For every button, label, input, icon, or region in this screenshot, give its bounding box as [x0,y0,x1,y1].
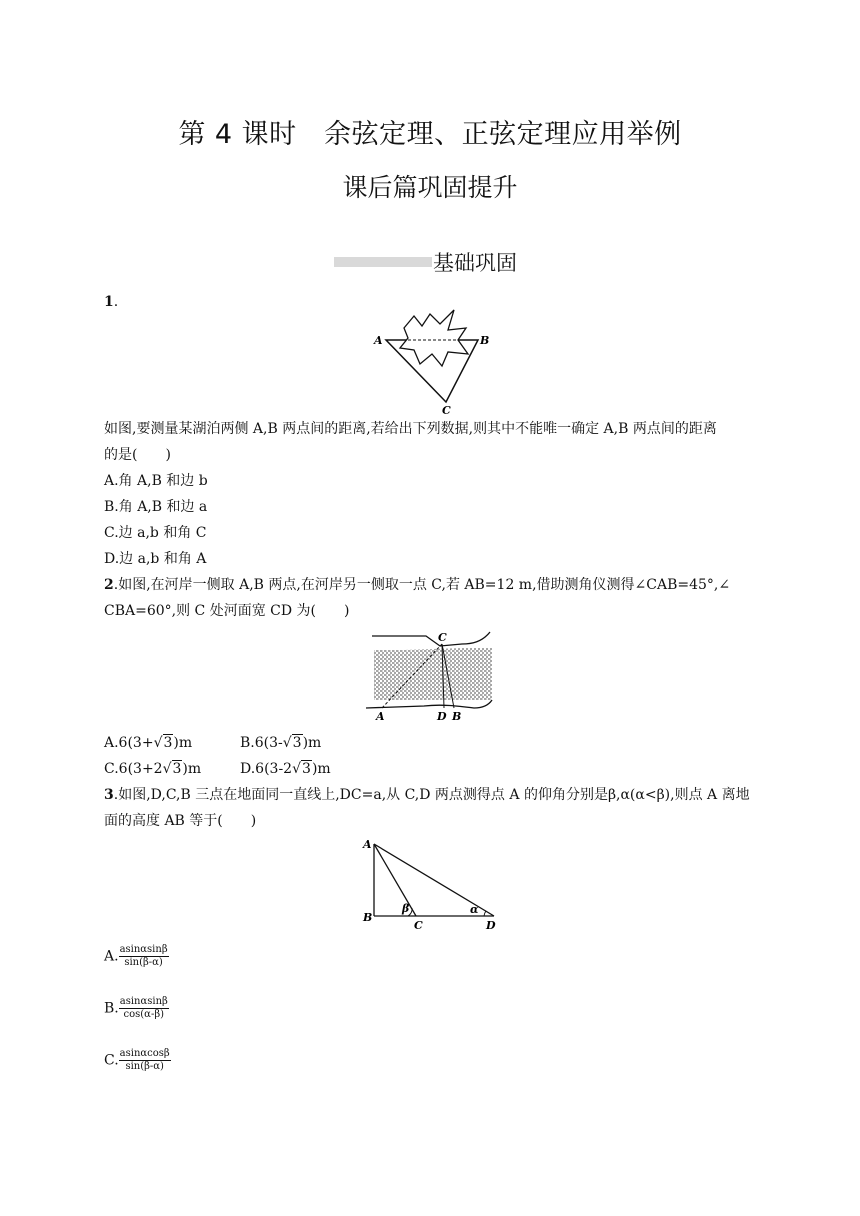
q2-stem-line2: CBA=60°,则 C 处河面宽 CD 为( ) [104,603,350,619]
q2-label-d: D [437,710,447,723]
q2-river [374,648,492,700]
q3-label-alpha: α [470,903,479,916]
q2-river-figure [364,630,500,722]
q2-opt-a-post: )m [173,735,193,751]
q1-label-c: C [442,404,451,417]
q1-num: 1 [104,294,114,310]
section-heading: 基础巩固 [433,251,517,275]
q2-opt-c-radicand: 3 [172,761,182,777]
q2-opt-d-radicand: 3 [302,761,311,777]
q1-stem-line1: 如图,要测量某湖泊两侧 A,B 两点间的距离,若给出下列数据,则其中不能唯一确定 A,B 两点间的距离 [104,421,717,437]
q2-stem-line1 [104,575,730,595]
q3-opt-b-fraction [119,996,169,1021]
q3-segment-ac [374,844,416,916]
q3-opt-a-numerator: asinαsinβ [119,944,168,955]
q1-stem-line2: 的是( ) [104,447,171,463]
q2-option-c[interactable]: C.6(3+2√3)m [104,761,202,777]
q3-opt-c-label: C. [104,1052,119,1069]
q1-option-c[interactable]: C.边 a,b 和角 C [104,525,207,541]
q3-opt-a-label: A. [104,948,119,965]
q2-opt-c-post: )m [182,761,202,777]
q2-label-b: B [452,710,462,723]
q2-opt-d-post: )m [311,761,331,777]
q2-opt-c-pre: C.6(3+2 [104,761,163,777]
q3-option-a[interactable] [104,944,169,969]
q3-opt-a-fraction [119,944,169,969]
q3-num: 3 [104,787,114,803]
q2-line1-text: .如图,在河岸一侧取 A,B 两点,在河岸另一侧取一点 C,若 AB=12 m,借助测角仪测得∠CAB=45°,∠ [113,577,731,593]
q1-dot: . [113,294,119,310]
q1-label-a: A [374,334,383,347]
q3-opt-b-numerator: asinαsinβ [119,996,168,1007]
q2-opt-b-radicand: 3 [292,735,302,751]
q3-angle-alpha-arc [484,911,486,916]
q3-opt-a-denominator: sin(β-α) [124,957,163,968]
lesson-subtitle: 课后篇巩固提升 [342,173,518,202]
q2-lower-bank [366,700,492,708]
q2-opt-a-pre: A.6(3+ [104,735,154,751]
q3-label-d: D [486,919,496,932]
q1-option-d[interactable]: D.边 a,b 和角 A [104,551,207,567]
q3-line1-text: .如图,D,C,B 三点在地面同一直线上,DC=a,从 C,D 两点测得点 A 的仰角分别是β,α(α<β),则点 A 离地 [113,787,750,803]
q2-label-c: C [438,631,447,644]
q3-opt-c-fraction [119,1048,171,1073]
q2-option-d[interactable]: D.6(3-2√3)m [240,761,331,777]
q2-label-a: A [376,710,385,723]
q3-label-a: A [363,838,372,851]
section-divider [334,257,432,267]
q3-stem-line1 [104,785,750,805]
q1-lake-figure [370,308,500,418]
q3-option-c[interactable] [104,1048,171,1073]
q1-lake [400,310,468,366]
q2-upper-bank [372,632,490,646]
lesson-title: 第 4 课时 余弦定理、正弦定理应用举例 [178,119,682,150]
q3-option-b[interactable] [104,996,169,1021]
q3-elevation-figure [360,836,510,936]
q2-opt-b-pre: B.6(3- [240,735,283,751]
q3-label-beta: β [402,902,410,915]
q3-label-c: C [414,919,423,932]
q2-option-a[interactable]: A.6(3+√3)m [104,735,193,751]
q2-opt-d-pre: D.6(3-2 [240,761,293,777]
q3-opt-c-numerator: asinαcosβ [119,1048,170,1059]
q1-option-b[interactable]: B.角 A,B 和边 a [104,499,208,515]
q3-opt-c-denominator: sin(β-α) [125,1061,164,1072]
q3-opt-b-denominator: cos(α-β) [123,1009,164,1020]
q1-option-a[interactable]: A.角 A,B 和边 b [104,473,208,489]
q2-opt-a-radicand: 3 [163,735,173,751]
q2-num: 2 [104,577,114,593]
q2-opt-b-post: )m [302,735,322,751]
q2-option-b[interactable]: B.6(3-√3)m [240,735,322,751]
q3-opt-b-label: B. [104,1000,119,1017]
q1-label-b: B [480,334,490,347]
question-1-number [104,292,118,312]
q3-stem-line2: 面的高度 AB 等于( ) [104,813,257,829]
q3-label-b: B [363,911,373,924]
